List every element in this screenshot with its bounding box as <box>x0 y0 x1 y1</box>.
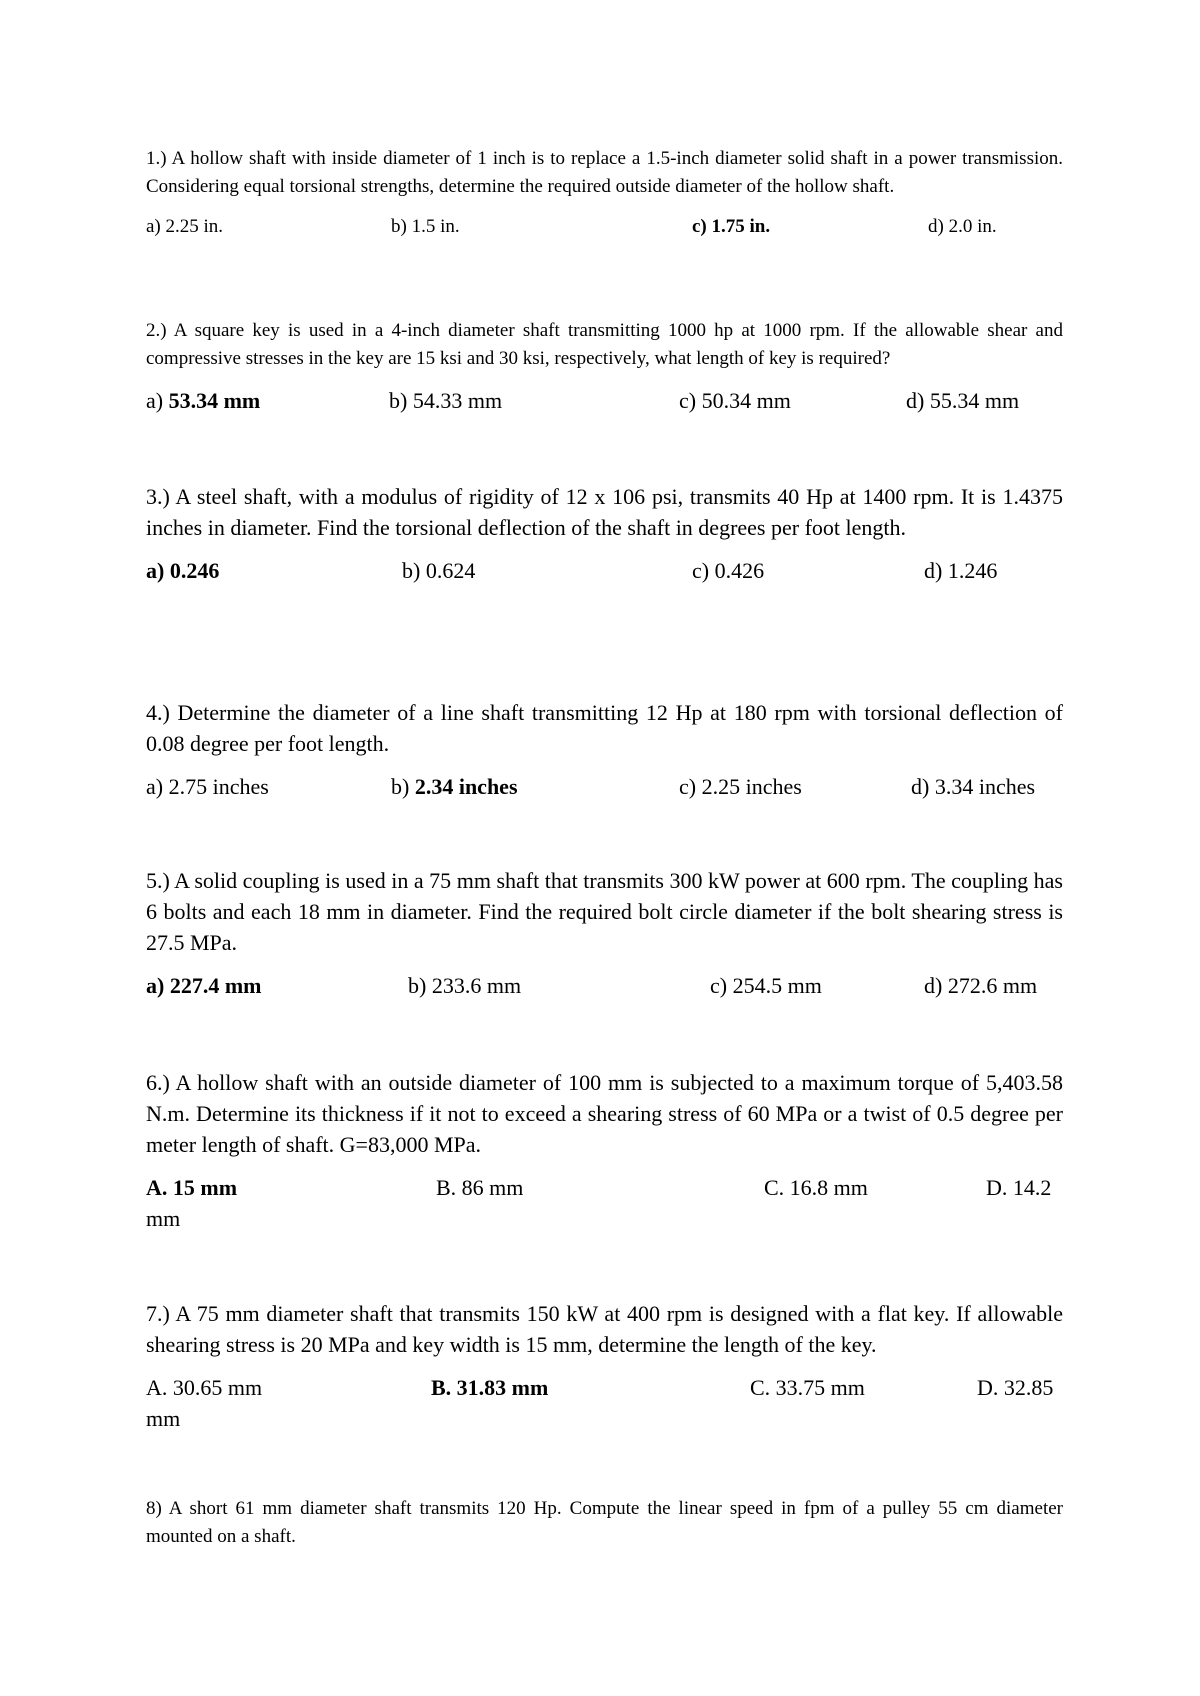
question-7-options <box>146 1372 1063 1403</box>
question-7-option-d-wrap: mm <box>146 1406 181 1431</box>
question-4-option-b-value: 2.34 inches <box>414 774 518 799</box>
question-3-options <box>146 555 1063 586</box>
question-6-option-d-wrap: mm <box>146 1206 181 1231</box>
question-3-option-a: a) 0.246 <box>146 558 220 583</box>
question-4-option-b <box>391 771 518 802</box>
question-2-option-a-value: 53.34 mm <box>168 388 261 413</box>
question-8 <box>146 1495 1063 1551</box>
question-2-option-d: d) 55.34 mm <box>906 388 1020 413</box>
question-5-option-d: d) 272.6 mm <box>924 973 1038 998</box>
question-2-option-c: c) 50.34 mm <box>679 388 791 413</box>
question-7-option-c: C. 33.75 mm <box>750 1375 865 1400</box>
question-5-options <box>146 970 1063 1001</box>
question-4-option-c: c) 2.25 inches <box>679 774 802 799</box>
question-4-option-a: a) 2.75 inches <box>146 774 269 799</box>
question-3-stem: 3.) A steel shaft, with a modulus of rigidity of 12 x 106 psi, transmits 40 Hp at 1400 rpm. It is 1.4375 inches in diameter. Find the torsional deflection of the shaft in degrees per foot length. <box>146 484 1063 540</box>
question-6-option-b: B. 86 mm <box>436 1175 524 1200</box>
question-1-option-a: a) 2.25 in. <box>146 216 224 237</box>
question-3-option-c: c) 0.426 <box>692 558 765 583</box>
question-4-option-b-prefix: b) <box>391 774 415 799</box>
question-3-option-d: d) 1.246 <box>924 558 998 583</box>
question-6-option-c: C. 16.8 mm <box>764 1175 868 1200</box>
question-8-stem: 8) A short 61 mm diameter shaft transmits 120 Hp. Compute the linear speed in fpm of a pulley 55 cm diameter mounted on a shaft. <box>146 1498 1063 1547</box>
question-3 <box>146 481 1063 586</box>
question-7-option-b: B. 31.83 mm <box>431 1375 549 1400</box>
question-4-option-d: d) 3.34 inches <box>911 774 1036 799</box>
question-1-stem: 1.) A hollow shaft with inside diameter of 1 inch is to replace a 1.5-inch diameter solid shaft in a power transmission. Considering equal torsional strengths, determine the required outside diameter of the hollow shaft. <box>146 148 1063 197</box>
question-2-options <box>146 385 1063 416</box>
question-3-option-b: b) 0.624 <box>402 558 476 583</box>
question-7-option-d: D. 32.85 <box>977 1375 1054 1400</box>
question-6-options <box>146 1172 1063 1203</box>
question-4 <box>146 697 1063 802</box>
question-1-options <box>146 213 1063 241</box>
question-6-stem: 6.) A hollow shaft with an outside diameter of 100 mm is subjected to a maximum torque of 5,403.58 N.m. Determine its thickness if it not to exceed a shearing stress of 60 MPa or a twist of 0.5 degree per meter length of shaft. G=83,000 MPa. <box>146 1070 1063 1157</box>
question-5-stem: 5.) A solid coupling is used in a 75 mm shaft that transmits 300 kW power at 600 rpm. The coupling has 6 bolts and each 18 mm in diameter. Find the required bolt circle diameter if the bolt shearing stress is 27.5 MPa. <box>146 868 1063 955</box>
question-2-option-a-prefix: a) <box>146 388 169 413</box>
question-2-option-a <box>146 385 260 416</box>
question-6-option-a: A. 15 mm <box>146 1175 238 1200</box>
question-1-option-b: b) 1.5 in. <box>391 216 460 237</box>
question-4-stem: 4.) Determine the diameter of a line shaft transmitting 12 Hp at 180 rpm with torsional deflection of 0.08 degree per foot length. <box>146 700 1063 756</box>
question-5-option-b: b) 233.6 mm <box>408 973 522 998</box>
question-6-option-d: D. 14.2 <box>986 1175 1052 1200</box>
question-2 <box>146 317 1063 416</box>
question-7-option-a: A. 30.65 mm <box>146 1375 263 1400</box>
question-6 <box>146 1067 1063 1234</box>
question-5 <box>146 865 1063 1001</box>
question-7-stem: 7.) A 75 mm diameter shaft that transmits 150 kW at 400 rpm is designed with a flat key. If allowable shearing stress is 20 MPa and key width is 15 mm, determine the length of the key. <box>146 1301 1063 1357</box>
question-1-option-c: c) 1.75 in. <box>692 216 771 237</box>
question-4-options <box>146 771 1063 802</box>
question-2-option-b: b) 54.33 mm <box>389 388 503 413</box>
question-7 <box>146 1298 1063 1434</box>
question-5-option-a: a) 227.4 mm <box>146 973 262 998</box>
question-1-option-d: d) 2.0 in. <box>928 216 997 237</box>
question-5-option-c: c) 254.5 mm <box>710 973 822 998</box>
question-1 <box>146 145 1063 241</box>
question-2-stem: 2.) A square key is used in a 4-inch diameter shaft transmitting 1000 hp at 1000 rpm. If the allowable shear and compressive stresses in the key are 15 ksi and 30 ksi, respectively, what length of key is required? <box>146 320 1063 369</box>
